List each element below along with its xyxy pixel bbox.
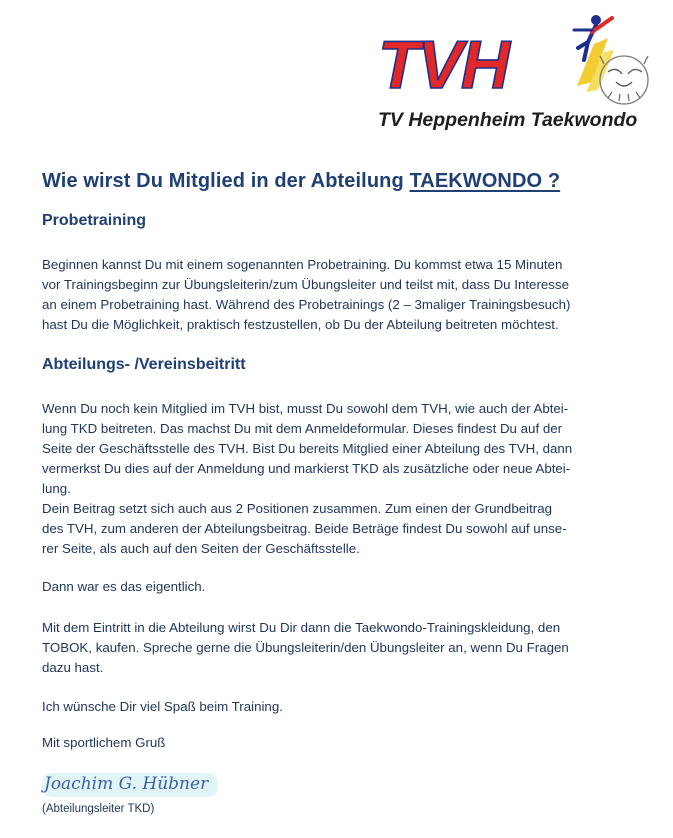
paragraph-line: Mit dem Eintritt in die Abteilung wirst Du Dir dann die Taekwondo-Trainingskleidung, den xyxy=(42,620,561,635)
paragraph-line: vermerkst Du dies auf der Anmeldung und markierst TKD als zusätzliche oder neue Abtei- xyxy=(42,461,571,476)
paragraph-line: lung. xyxy=(42,481,71,496)
paragraph-line: an einem Probetraining hast. Während des Probetrainings (2 – 3maliger Trainingsbesuch) xyxy=(42,297,571,312)
paragraph-line: dazu hast. xyxy=(42,660,104,675)
paragraph-line: lung TKD beitreten. Das machst Du mit dem Anmeldeformular. Dieses findest Du auf der xyxy=(42,421,563,436)
paragraph-beitritt xyxy=(42,399,636,559)
section-heading-probetraining: Probetraining xyxy=(42,212,147,229)
section-heading-beitritt: Abteilungs- /Vereinsbeitritt xyxy=(42,356,246,373)
title-highlight: TAEKWONDO ? xyxy=(409,170,561,192)
paragraph-line: vor Trainingsbeginn zur Übungsleiterin/zum Übungsleiter und teilst mit, dass Du Interesse xyxy=(42,277,569,292)
signature-image xyxy=(40,765,240,801)
taekwondo-tiger-icon xyxy=(574,15,648,104)
document-title xyxy=(42,170,560,193)
paragraph-line: TOBOK, kaufen. Spreche gerne die Übungsleiterin/den Übungsleiter an, wenn Du Fragen xyxy=(42,640,569,655)
club-logo xyxy=(372,8,657,133)
wish-text: Ich wünsche Dir viel Spaß beim Training. xyxy=(42,699,283,714)
logo-club-name: TV Heppenheim Taekwondo xyxy=(378,109,638,131)
signature-name: Joachim G. Hübner xyxy=(44,774,209,794)
paragraph-line: Wenn Du noch kein Mitglied im TVH bist, musst Du sowohl dem TVH, wie auch der Abtei- xyxy=(42,401,569,416)
paragraph-line: Seite der Geschäftsstelle des TVH. Bist Du bereits Mitglied einer Abteilung des TVH, dann xyxy=(42,441,573,456)
greeting-text: Mit sportlichem Gruß xyxy=(42,735,166,750)
closing-paragraph-short: Dann war es das eigentlich. xyxy=(42,579,206,594)
paragraph-probetraining xyxy=(42,255,636,335)
title-prefix: Wie wirst Du Mitglied in der Abteilung xyxy=(42,170,410,192)
paragraph-line: rer Seite, als auch auf den Seiten der Geschäftsstelle. xyxy=(42,541,360,556)
paragraph-line: hast Du die Möglichkeit, praktisch festzustellen, ob Du der Abteilung beitreten möchtest. xyxy=(42,317,559,332)
paragraph-line: des TVH, zum anderen der Abteilungsbeitrag. Beide Beträge findest Du sowohl auf unse- xyxy=(42,521,567,536)
logo-wordmark: TVH xyxy=(378,27,508,103)
signature-role: (Abteilungsleiter TKD) xyxy=(42,803,155,815)
paragraph-line: Beginnen kannst Du mit einem sogenannten Probetraining. Du kommst etwa 15 Minuten xyxy=(42,257,563,272)
paragraph-tobok xyxy=(42,618,636,678)
paragraph-line: Dein Beitrag setzt sich auch aus 2 Positionen zusammen. Zum einen der Grundbeitrag xyxy=(42,501,552,516)
